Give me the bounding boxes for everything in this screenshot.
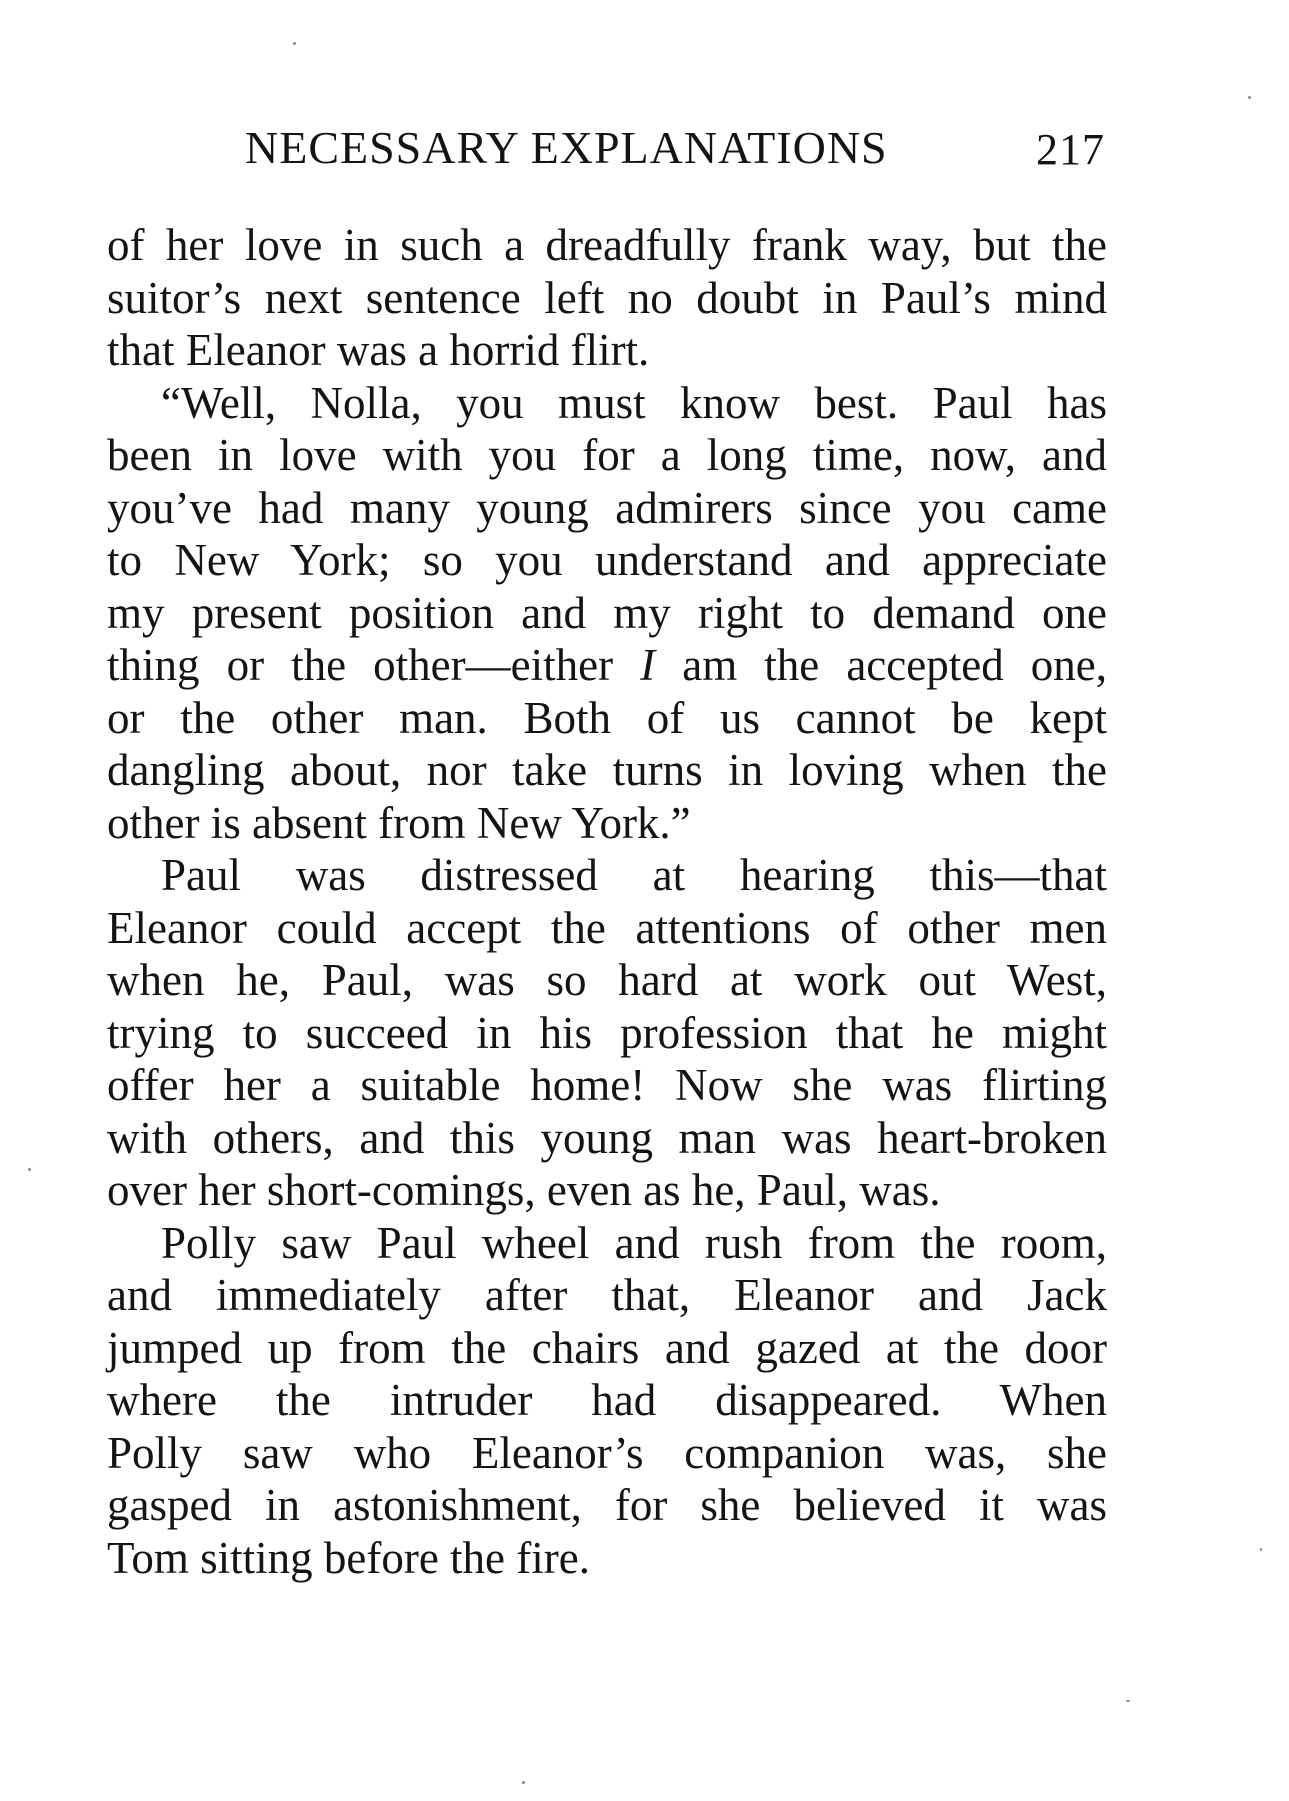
text-line: suitor’s next sentence left no doubt in Paul’s mind: [107, 272, 1107, 323]
page-number: 217: [1036, 125, 1105, 174]
body-text: [107, 219, 1107, 1584]
text-line: and immediately after that, Eleanor and Jack: [107, 1270, 1107, 1320]
text-line: of her love in such a dreadfully frank way, but the: [107, 220, 1107, 270]
text-line: been in love with you for a long time, now, and: [107, 430, 1107, 480]
scan-speck: [28, 1168, 31, 1171]
scan-speck: [1260, 1548, 1262, 1551]
text-line: my present position and my right to demand one: [107, 587, 1107, 638]
scan-speck: [1248, 96, 1251, 99]
paragraph-first-line: Paul was distressed at hearing this—that: [161, 850, 1107, 900]
text-line: trying to succeed in his profession that he might: [107, 1007, 1107, 1058]
text-line: when he, Paul, was so hard at work out West,: [107, 955, 1107, 1005]
text-line: that Eleanor was a horrid flirt.: [107, 325, 650, 375]
paragraph-first-line: Polly saw Paul wheel and rush from the room,: [161, 1217, 1107, 1268]
text-line: offer her a suitable home! Now she was flirting: [107, 1060, 1107, 1110]
text-line: over her short-comings, even as he, Paul, was.: [107, 1165, 941, 1215]
text-line: where the intruder had disappeared. When: [107, 1375, 1107, 1425]
text-line: with others, and this young man was heart-broken: [107, 1112, 1107, 1163]
text-line: or the other man. Both of us cannot be kept: [107, 692, 1107, 743]
text-line: to New York; so you understand and appreciate: [107, 535, 1107, 585]
text-line: thing or the other—either I am the accepted one,: [107, 640, 1107, 690]
scan-speck: [293, 42, 296, 45]
text-line: Polly saw who Eleanor’s companion was, she: [107, 1427, 1107, 1478]
text-line: other is absent from New York.”: [107, 797, 691, 848]
text-line: Tom sitting before the fire.: [107, 1532, 590, 1583]
text-line: Eleanor could accept the attentions of other men: [107, 902, 1107, 953]
emphasis: I: [640, 640, 656, 690]
text-line: gasped in astonishment, for she believed it was: [107, 1480, 1107, 1530]
text-line: you’ve had many young admirers since you came: [107, 482, 1107, 533]
scan-speck: [1126, 1700, 1130, 1702]
text-line: dangling about, nor take turns in loving when the: [107, 745, 1107, 795]
paragraph-first-line: “Well, Nolla, you must know best. Paul has: [161, 377, 1107, 428]
running-title: NECESSARY EXPLANATIONS: [245, 122, 888, 173]
text-line: jumped up from the chairs and gazed at the door: [107, 1322, 1107, 1373]
running-head: [245, 118, 1105, 178]
scan-speck: [522, 1781, 525, 1784]
